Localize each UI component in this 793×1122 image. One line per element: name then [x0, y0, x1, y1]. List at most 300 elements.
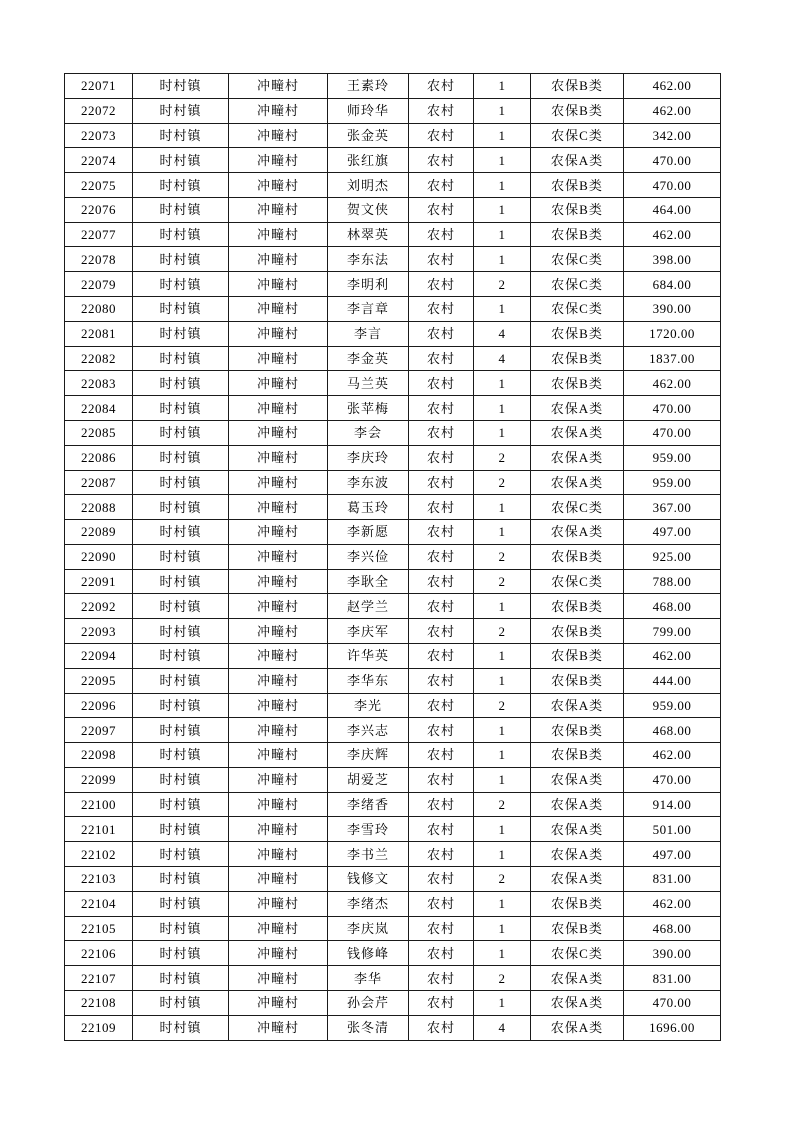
cell-name: 李兴俭 [328, 544, 409, 569]
table-row [65, 247, 721, 272]
cell-count: 2 [474, 619, 531, 644]
cell-name: 刘明杰 [328, 173, 409, 198]
cell-amount: 462.00 [624, 743, 721, 768]
table-row [65, 420, 721, 445]
cell-residence: 农村 [409, 272, 474, 297]
cell-insurance-category: 农保B类 [531, 718, 624, 743]
cell-amount: 470.00 [624, 173, 721, 198]
cell-residence: 农村 [409, 173, 474, 198]
table-row [65, 544, 721, 569]
cell-town: 时村镇 [133, 569, 229, 594]
cell-name: 李耿全 [328, 569, 409, 594]
cell-insurance-category: 农保A类 [531, 148, 624, 173]
table-row [65, 817, 721, 842]
cell-amount: 462.00 [624, 371, 721, 396]
cell-town: 时村镇 [133, 817, 229, 842]
cell-count: 2 [474, 792, 531, 817]
cell-name: 李言章 [328, 297, 409, 322]
table-row [65, 842, 721, 867]
cell-residence: 农村 [409, 346, 474, 371]
cell-name: 王素玲 [328, 74, 409, 99]
cell-name: 李东波 [328, 470, 409, 495]
cell-count: 1 [474, 668, 531, 693]
cell-name: 李庆玲 [328, 445, 409, 470]
cell-insurance-category: 农保A类 [531, 817, 624, 842]
cell-village: 冲疃村 [229, 941, 328, 966]
cell-village: 冲疃村 [229, 297, 328, 322]
cell-amount: 470.00 [624, 990, 721, 1015]
table-row [65, 743, 721, 768]
cell-id: 22104 [65, 891, 133, 916]
cell-id: 22103 [65, 867, 133, 892]
cell-town: 时村镇 [133, 396, 229, 421]
cell-amount: 788.00 [624, 569, 721, 594]
cell-insurance-category: 农保A类 [531, 842, 624, 867]
cell-count: 1 [474, 396, 531, 421]
cell-residence: 农村 [409, 842, 474, 867]
cell-residence: 农村 [409, 743, 474, 768]
cell-town: 时村镇 [133, 420, 229, 445]
cell-name: 李新愿 [328, 520, 409, 545]
cell-name: 胡爱芝 [328, 767, 409, 792]
cell-village: 冲疃村 [229, 966, 328, 991]
cell-residence: 农村 [409, 891, 474, 916]
table-row [65, 941, 721, 966]
cell-count: 1 [474, 916, 531, 941]
cell-count: 1 [474, 718, 531, 743]
cell-village: 冲疃村 [229, 842, 328, 867]
cell-count: 1 [474, 197, 531, 222]
cell-name: 张金英 [328, 123, 409, 148]
cell-village: 冲疃村 [229, 792, 328, 817]
cell-name: 李言 [328, 321, 409, 346]
cell-village: 冲疃村 [229, 173, 328, 198]
table-row [65, 594, 721, 619]
table-row [65, 396, 721, 421]
cell-insurance-category: 农保A类 [531, 445, 624, 470]
cell-village: 冲疃村 [229, 321, 328, 346]
cell-amount: 684.00 [624, 272, 721, 297]
cell-name: 李庆军 [328, 619, 409, 644]
cell-residence: 农村 [409, 371, 474, 396]
cell-amount: 468.00 [624, 916, 721, 941]
cell-insurance-category: 农保A类 [531, 520, 624, 545]
cell-count: 1 [474, 222, 531, 247]
cell-village: 冲疃村 [229, 495, 328, 520]
cell-insurance-category: 农保A类 [531, 990, 624, 1015]
cell-name: 马兰英 [328, 371, 409, 396]
cell-count: 1 [474, 420, 531, 445]
cell-id: 22085 [65, 420, 133, 445]
cell-id: 22087 [65, 470, 133, 495]
cell-id: 22100 [65, 792, 133, 817]
cell-town: 时村镇 [133, 941, 229, 966]
cell-id: 22080 [65, 297, 133, 322]
cell-insurance-category: 农保A类 [531, 420, 624, 445]
cell-residence: 农村 [409, 792, 474, 817]
cell-id: 22097 [65, 718, 133, 743]
cell-town: 时村镇 [133, 916, 229, 941]
cell-name: 李绪香 [328, 792, 409, 817]
cell-town: 时村镇 [133, 470, 229, 495]
cell-name: 张苹梅 [328, 396, 409, 421]
cell-town: 时村镇 [133, 297, 229, 322]
cell-town: 时村镇 [133, 891, 229, 916]
cell-residence: 农村 [409, 643, 474, 668]
cell-id: 22108 [65, 990, 133, 1015]
cell-insurance-category: 农保B类 [531, 643, 624, 668]
cell-insurance-category: 农保A类 [531, 767, 624, 792]
cell-amount: 959.00 [624, 693, 721, 718]
cell-id: 22084 [65, 396, 133, 421]
cell-town: 时村镇 [133, 148, 229, 173]
cell-amount: 462.00 [624, 222, 721, 247]
cell-count: 1 [474, 123, 531, 148]
cell-id: 22078 [65, 247, 133, 272]
cell-id: 22098 [65, 743, 133, 768]
cell-name: 李兴志 [328, 718, 409, 743]
cell-village: 冲疃村 [229, 520, 328, 545]
cell-insurance-category: 农保B类 [531, 619, 624, 644]
cell-amount: 831.00 [624, 867, 721, 892]
cell-amount: 462.00 [624, 643, 721, 668]
cell-residence: 农村 [409, 867, 474, 892]
cell-amount: 462.00 [624, 98, 721, 123]
cell-residence: 农村 [409, 520, 474, 545]
cell-residence: 农村 [409, 74, 474, 99]
cell-town: 时村镇 [133, 197, 229, 222]
cell-town: 时村镇 [133, 222, 229, 247]
cell-town: 时村镇 [133, 767, 229, 792]
cell-id: 22077 [65, 222, 133, 247]
cell-count: 2 [474, 445, 531, 470]
cell-amount: 914.00 [624, 792, 721, 817]
cell-residence: 农村 [409, 98, 474, 123]
cell-village: 冲疃村 [229, 619, 328, 644]
cell-residence: 农村 [409, 222, 474, 247]
cell-village: 冲疃村 [229, 123, 328, 148]
cell-village: 冲疃村 [229, 197, 328, 222]
cell-name: 李华 [328, 966, 409, 991]
cell-residence: 农村 [409, 321, 474, 346]
cell-id: 22099 [65, 767, 133, 792]
cell-amount: 470.00 [624, 148, 721, 173]
cell-village: 冲疃村 [229, 247, 328, 272]
cell-residence: 农村 [409, 693, 474, 718]
cell-id: 22071 [65, 74, 133, 99]
cell-amount: 470.00 [624, 767, 721, 792]
cell-residence: 农村 [409, 123, 474, 148]
cell-insurance-category: 农保B类 [531, 74, 624, 99]
cell-amount: 831.00 [624, 966, 721, 991]
cell-name: 张冬清 [328, 1015, 409, 1040]
cell-amount: 959.00 [624, 470, 721, 495]
cell-id: 22079 [65, 272, 133, 297]
cell-count: 1 [474, 74, 531, 99]
cell-town: 时村镇 [133, 445, 229, 470]
cell-id: 22101 [65, 817, 133, 842]
cell-village: 冲疃村 [229, 470, 328, 495]
cell-village: 冲疃村 [229, 222, 328, 247]
cell-count: 1 [474, 743, 531, 768]
cell-residence: 农村 [409, 594, 474, 619]
cell-insurance-category: 农保B类 [531, 668, 624, 693]
cell-village: 冲疃村 [229, 594, 328, 619]
cell-count: 1 [474, 297, 531, 322]
cell-residence: 农村 [409, 396, 474, 421]
cell-amount: 462.00 [624, 891, 721, 916]
cell-id: 22095 [65, 668, 133, 693]
cell-id: 22091 [65, 569, 133, 594]
cell-count: 1 [474, 594, 531, 619]
cell-name: 李华东 [328, 668, 409, 693]
cell-insurance-category: 农保B类 [531, 197, 624, 222]
cell-name: 孙会芹 [328, 990, 409, 1015]
cell-residence: 农村 [409, 916, 474, 941]
cell-village: 冲疃村 [229, 148, 328, 173]
table-row [65, 643, 721, 668]
cell-id: 22094 [65, 643, 133, 668]
table-row [65, 693, 721, 718]
cell-insurance-category: 农保B类 [531, 173, 624, 198]
cell-village: 冲疃村 [229, 668, 328, 693]
cell-town: 时村镇 [133, 247, 229, 272]
cell-town: 时村镇 [133, 619, 229, 644]
cell-id: 22076 [65, 197, 133, 222]
cell-count: 2 [474, 569, 531, 594]
cell-insurance-category: 农保B类 [531, 371, 624, 396]
cell-amount: 390.00 [624, 297, 721, 322]
cell-insurance-category: 农保C类 [531, 495, 624, 520]
table-row [65, 569, 721, 594]
cell-village: 冲疃村 [229, 767, 328, 792]
table-row [65, 891, 721, 916]
cell-name: 贺文侠 [328, 197, 409, 222]
cell-count: 1 [474, 817, 531, 842]
cell-insurance-category: 农保A类 [531, 792, 624, 817]
cell-insurance-category: 农保C类 [531, 247, 624, 272]
cell-village: 冲疃村 [229, 74, 328, 99]
table-row [65, 123, 721, 148]
cell-town: 时村镇 [133, 74, 229, 99]
table-row [65, 222, 721, 247]
cell-name: 李绪杰 [328, 891, 409, 916]
cell-id: 22092 [65, 594, 133, 619]
cell-name: 葛玉玲 [328, 495, 409, 520]
cell-id: 22107 [65, 966, 133, 991]
cell-village: 冲疃村 [229, 396, 328, 421]
cell-id: 22096 [65, 693, 133, 718]
cell-id: 22082 [65, 346, 133, 371]
table-row [65, 990, 721, 1015]
cell-insurance-category: 农保B类 [531, 743, 624, 768]
cell-insurance-category: 农保C类 [531, 569, 624, 594]
cell-residence: 农村 [409, 966, 474, 991]
cell-town: 时村镇 [133, 173, 229, 198]
cell-count: 2 [474, 966, 531, 991]
cell-village: 冲疃村 [229, 98, 328, 123]
cell-village: 冲疃村 [229, 371, 328, 396]
table-row [65, 520, 721, 545]
cell-town: 时村镇 [133, 98, 229, 123]
cell-town: 时村镇 [133, 321, 229, 346]
cell-count: 4 [474, 321, 531, 346]
table-row [65, 74, 721, 99]
cell-count: 2 [474, 470, 531, 495]
cell-amount: 342.00 [624, 123, 721, 148]
cell-amount: 799.00 [624, 619, 721, 644]
cell-count: 1 [474, 842, 531, 867]
cell-count: 2 [474, 867, 531, 892]
cell-insurance-category: 农保A类 [531, 396, 624, 421]
cell-amount: 462.00 [624, 74, 721, 99]
table-row [65, 619, 721, 644]
cell-count: 1 [474, 643, 531, 668]
cell-name: 张红旗 [328, 148, 409, 173]
cell-count: 1 [474, 495, 531, 520]
table-row [65, 98, 721, 123]
table-row [65, 148, 721, 173]
cell-insurance-category: 农保B类 [531, 594, 624, 619]
cell-insurance-category: 农保A类 [531, 966, 624, 991]
cell-town: 时村镇 [133, 594, 229, 619]
cell-name: 钱修文 [328, 867, 409, 892]
cell-amount: 959.00 [624, 445, 721, 470]
cell-count: 1 [474, 520, 531, 545]
table-row [65, 1015, 721, 1040]
cell-amount: 1837.00 [624, 346, 721, 371]
cell-residence: 农村 [409, 941, 474, 966]
cell-village: 冲疃村 [229, 544, 328, 569]
table-row [65, 668, 721, 693]
cell-residence: 农村 [409, 668, 474, 693]
social-security-payment-table [64, 73, 721, 1041]
cell-residence: 农村 [409, 569, 474, 594]
table-row [65, 321, 721, 346]
cell-name: 李庆辉 [328, 743, 409, 768]
cell-count: 4 [474, 346, 531, 371]
cell-id: 22075 [65, 173, 133, 198]
cell-name: 李书兰 [328, 842, 409, 867]
cell-town: 时村镇 [133, 867, 229, 892]
cell-count: 4 [474, 1015, 531, 1040]
table-body [65, 74, 721, 1041]
cell-town: 时村镇 [133, 693, 229, 718]
cell-town: 时村镇 [133, 966, 229, 991]
cell-town: 时村镇 [133, 1015, 229, 1040]
cell-town: 时村镇 [133, 668, 229, 693]
cell-id: 22073 [65, 123, 133, 148]
cell-village: 冲疃村 [229, 718, 328, 743]
cell-insurance-category: 农保C类 [531, 941, 624, 966]
cell-name: 林翠英 [328, 222, 409, 247]
cell-count: 1 [474, 941, 531, 966]
cell-amount: 470.00 [624, 420, 721, 445]
cell-village: 冲疃村 [229, 891, 328, 916]
cell-count: 1 [474, 173, 531, 198]
cell-town: 时村镇 [133, 495, 229, 520]
cell-residence: 农村 [409, 148, 474, 173]
cell-id: 22086 [65, 445, 133, 470]
cell-id: 22109 [65, 1015, 133, 1040]
cell-town: 时村镇 [133, 743, 229, 768]
cell-insurance-category: 农保B类 [531, 544, 624, 569]
cell-residence: 农村 [409, 817, 474, 842]
table-row [65, 470, 721, 495]
cell-count: 2 [474, 544, 531, 569]
cell-insurance-category: 农保A类 [531, 470, 624, 495]
cell-amount: 1720.00 [624, 321, 721, 346]
table-row [65, 767, 721, 792]
cell-name: 钱修峰 [328, 941, 409, 966]
table-row [65, 445, 721, 470]
cell-name: 李光 [328, 693, 409, 718]
table-row [65, 371, 721, 396]
cell-residence: 农村 [409, 445, 474, 470]
cell-id: 22106 [65, 941, 133, 966]
cell-name: 李会 [328, 420, 409, 445]
cell-name: 许华英 [328, 643, 409, 668]
cell-village: 冲疃村 [229, 916, 328, 941]
cell-count: 1 [474, 990, 531, 1015]
cell-village: 冲疃村 [229, 867, 328, 892]
cell-village: 冲疃村 [229, 569, 328, 594]
cell-name: 李东法 [328, 247, 409, 272]
cell-village: 冲疃村 [229, 346, 328, 371]
cell-insurance-category: 农保B类 [531, 916, 624, 941]
cell-id: 22088 [65, 495, 133, 520]
table-row [65, 197, 721, 222]
table-row [65, 916, 721, 941]
cell-residence: 农村 [409, 1015, 474, 1040]
cell-residence: 农村 [409, 247, 474, 272]
cell-insurance-category: 农保A类 [531, 1015, 624, 1040]
cell-id: 22093 [65, 619, 133, 644]
cell-name: 李明利 [328, 272, 409, 297]
cell-id: 22105 [65, 916, 133, 941]
cell-insurance-category: 农保C类 [531, 272, 624, 297]
table-row [65, 173, 721, 198]
cell-town: 时村镇 [133, 544, 229, 569]
cell-count: 1 [474, 891, 531, 916]
cell-insurance-category: 农保C类 [531, 123, 624, 148]
cell-residence: 农村 [409, 544, 474, 569]
cell-village: 冲疃村 [229, 817, 328, 842]
cell-town: 时村镇 [133, 346, 229, 371]
cell-count: 1 [474, 371, 531, 396]
cell-name: 李金英 [328, 346, 409, 371]
cell-village: 冲疃村 [229, 445, 328, 470]
cell-amount: 398.00 [624, 247, 721, 272]
cell-town: 时村镇 [133, 990, 229, 1015]
cell-count: 1 [474, 98, 531, 123]
table-row [65, 272, 721, 297]
cell-amount: 470.00 [624, 396, 721, 421]
cell-residence: 农村 [409, 718, 474, 743]
table-row [65, 867, 721, 892]
cell-village: 冲疃村 [229, 990, 328, 1015]
table-row [65, 495, 721, 520]
cell-count: 1 [474, 148, 531, 173]
cell-residence: 农村 [409, 197, 474, 222]
cell-insurance-category: 农保C类 [531, 297, 624, 322]
cell-insurance-category: 农保B类 [531, 891, 624, 916]
cell-name: 李庆岚 [328, 916, 409, 941]
cell-name: 赵学兰 [328, 594, 409, 619]
cell-insurance-category: 农保B类 [531, 321, 624, 346]
cell-town: 时村镇 [133, 718, 229, 743]
cell-amount: 497.00 [624, 520, 721, 545]
